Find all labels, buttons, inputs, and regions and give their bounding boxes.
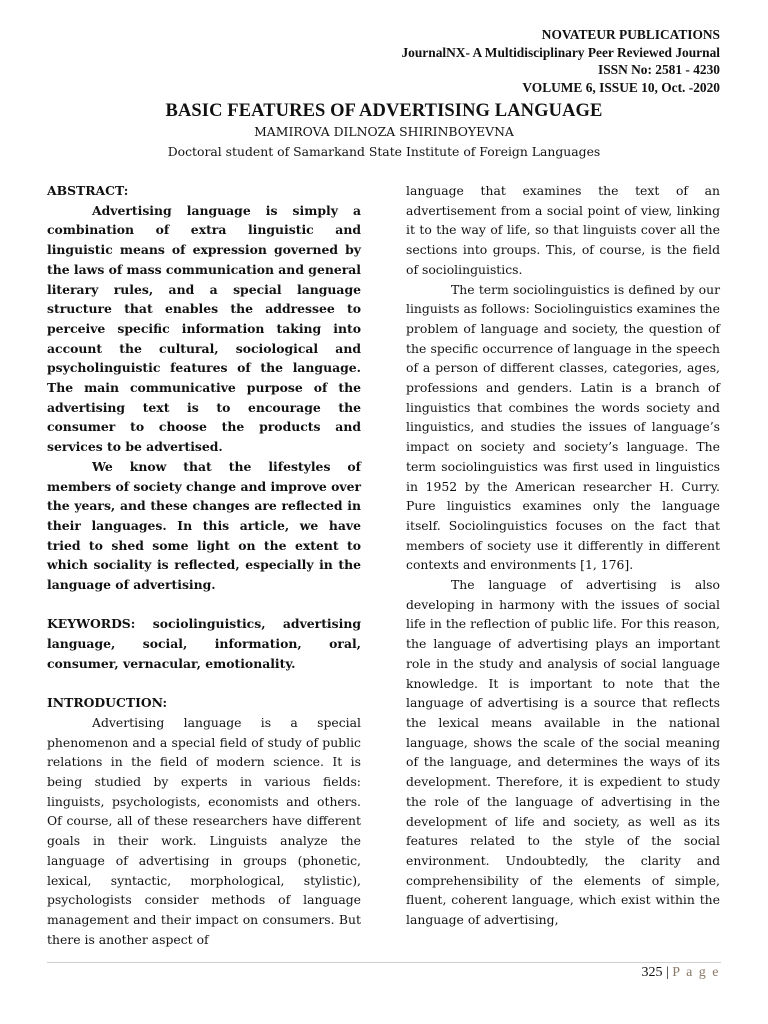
footer-divider (47, 962, 721, 963)
abstract-heading: ABSTRACT: (47, 183, 129, 198)
volume-issue: VOLUME 6, ISSUE 10, Oct. -2020 (522, 79, 720, 95)
journal-name: JournalNX- A Multidisciplinary Peer Reviewed Journal (401, 44, 720, 60)
footer-separator: | (665, 965, 669, 980)
title-block (0, 100, 768, 162)
abstract-paragraph-2: We know that the lifestyles of members of society change and improve over the years, and these changes are reflected in their languages. In this article, we have tried to shed some light on the extent to which sociality is reflected, especially in the language of advertising. (47, 458, 362, 593)
introduction-paragraph-1: Advertising language is a special phenomenon and a special field of study of public relations in the field of modern science. It is being studied by experts in various fields: linguists, psychologists, economists and others. Of course, all of these researchers have different goals in their work. Linguists analyze the language of advertising in groups (phonetic, lexical, syntactic, morphological, stylistic), psychologists consider methods of language management and their impact on consumers. But there is another aspect of (47, 714, 361, 947)
page-label: P a g e (672, 965, 720, 980)
keywords: KEYWORDS: sociolinguistics, advertising language, social, information, oral, consumer, vernacular, emotionality. (47, 616, 361, 671)
author-affiliation: Doctoral student of Samarkand State Institute of Foreign Languages (167, 144, 601, 159)
journal-header (401, 26, 720, 96)
body-paragraph-3: The language of advertising is also developing in harmony with the issues of social life in the reflection of public life. For this reason, the language of advertising plays an important role in the study and analysis of social language knowledge. It is important to note that the language of advertising is a source that reflects the lexical means available in the national language, shows the scale of the social meaning of the language, and determines the ways of its development. Therefore, it is expedient to study the role of the language of advertising in the development of life and society, as well as its features related to the style of the social environment. Undoubtedly, the clarity and comprehensibility of the elements of simple, fluent, coherent language, which exist within the language of advertising, (406, 577, 720, 928)
body-paragraph-1: language that examines the text of an advertisement from a social point of view, linking it to the way of life, so that linguists cover all the sections into groups. This, of course, is the field of sociolinguistics. (406, 183, 720, 277)
author-name: MAMIROVA DILNOZA SHIRINBOYEVNA (254, 124, 514, 139)
article-title: BASIC FEATURES OF ADVERTISING LANGUAGE (165, 101, 603, 121)
right-column (406, 181, 720, 930)
publisher-name: NOVATEUR PUBLICATIONS (541, 27, 720, 42)
page-footer (641, 964, 720, 982)
abstract-paragraph-1: Advertising language is simply a combination of extra linguistic and linguistic means of expression governed by the laws of mass communication and general literary rules, and a special language structure that enables the addressee to perceive specific information taking into account the cultural, sociological and psycholinguistic features of the language. The main communicative purpose of the advertising text is to encourage the consumer to choose the products and services to be advertised. (47, 202, 361, 455)
left-column (47, 181, 361, 949)
introduction-heading: INTRODUCTION: (47, 695, 168, 711)
body-paragraph-2: The term sociolinguistics is defined by our linguists as follows: Sociolinguistics examines the problem of language and society, the question of the specific occurrence of language in the speech of a person of different classes, categories, ages, professions and genders. Latin is a branch of linguistics that combines the words society and linguistics, and studies the issues of language’s impact on society and society’s language. The term sociolinguistics was first used in linguistics in 1952 by the American researcher H. Curry. Pure linguistics examines only the language itself. Sociolinguistics focuses on the fact that members of society use it differently in different contexts and environments [1, 176]. (406, 281, 720, 573)
page-number: 325 (641, 965, 663, 980)
issn-number: ISSN No: 2581 - 4230 (597, 62, 720, 78)
